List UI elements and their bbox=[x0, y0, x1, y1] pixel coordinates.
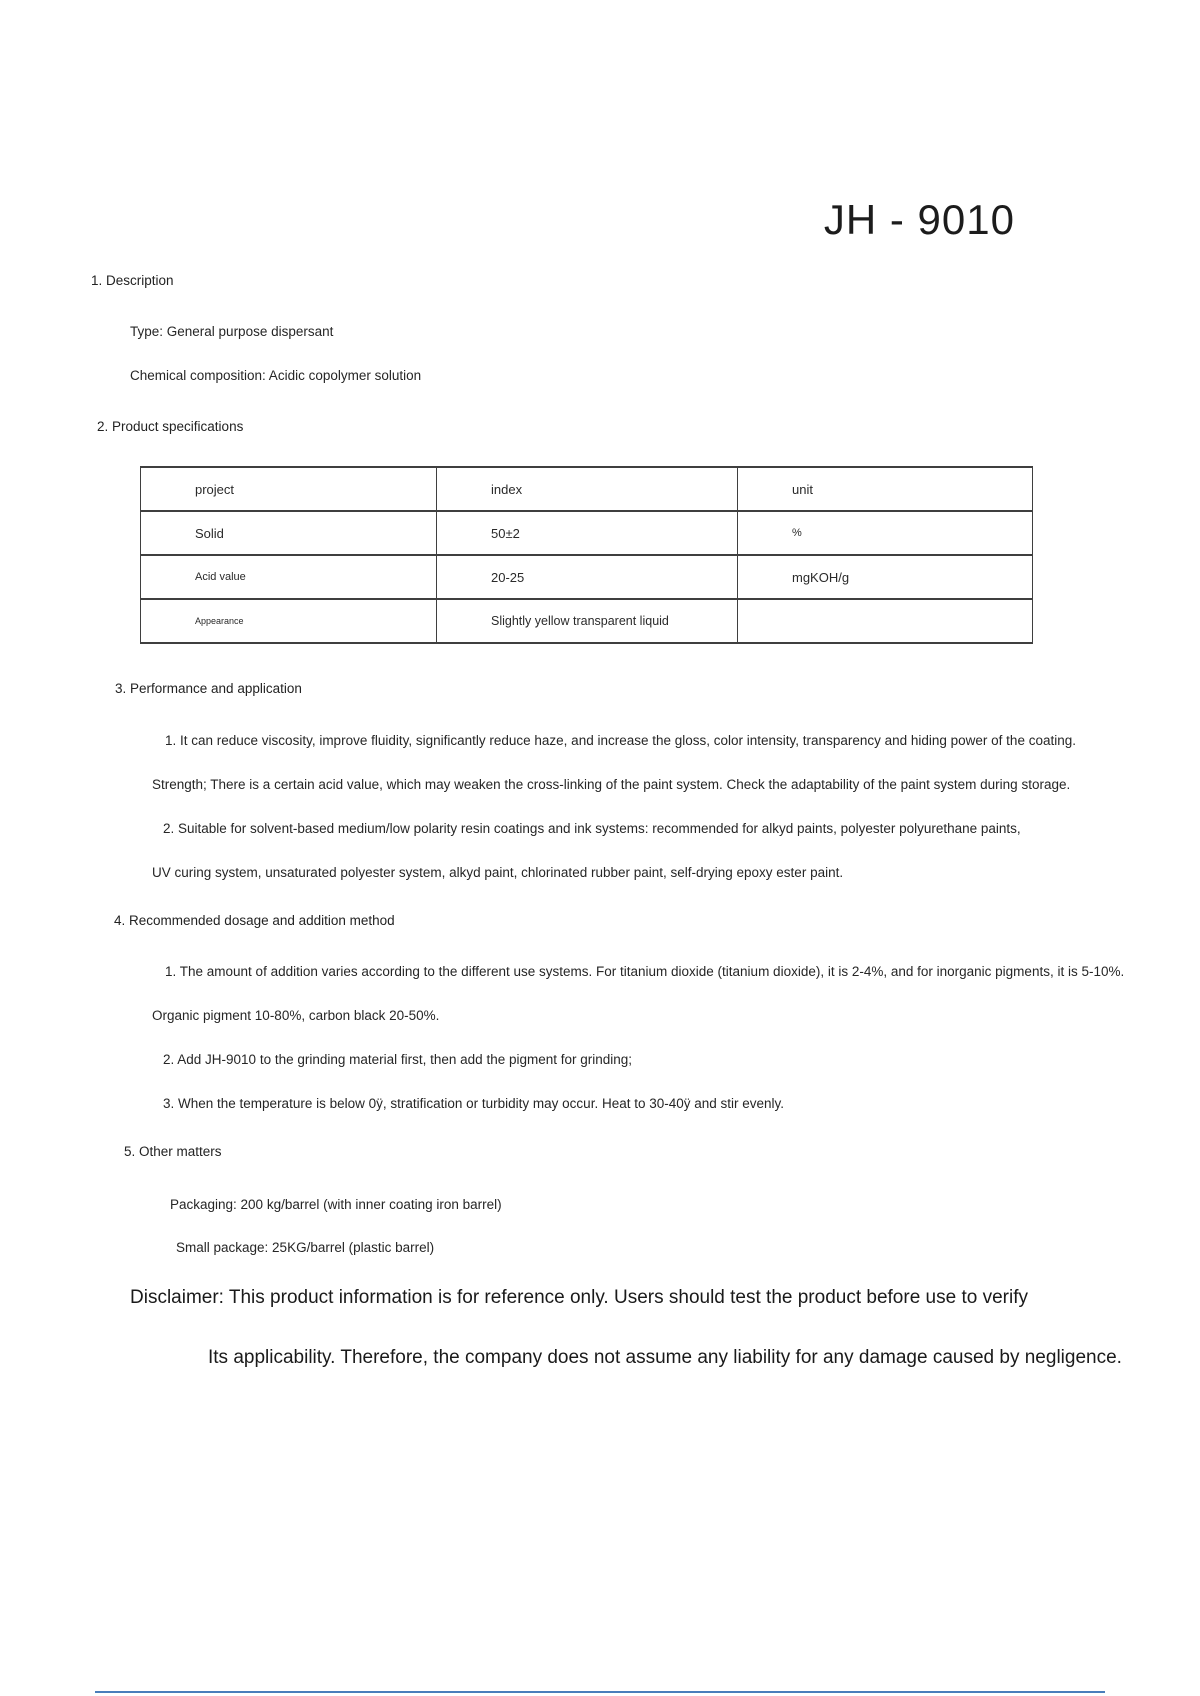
performance-paragraph: Strength; There is a certain acid value, which may weaken the cross-linking of the paint system. Check the adaptability of the paint system during storage. bbox=[152, 777, 1071, 792]
cell-acid-value: Acid value bbox=[141, 555, 437, 599]
cell-acid-value-unit: mgKOH/g bbox=[738, 555, 1033, 599]
cell-solid: Solid bbox=[141, 511, 437, 555]
disclaimer-line-1: Disclaimer: This product information is for reference only. Users should test the product before use to verify bbox=[130, 1287, 1028, 1308]
small-package-line: Small package: 25KG/barrel (plastic barrel) bbox=[176, 1240, 435, 1255]
dosage-paragraph: 1. The amount of addition varies according to the different use systems. For titanium dioxide (titanium dioxide), it is 2-4%, and for inorganic pigments, it is 5-10%. bbox=[165, 964, 1125, 979]
table-row bbox=[141, 555, 1033, 599]
table-header-row bbox=[141, 467, 1033, 511]
section-heading-performance: 3. Performance and application bbox=[115, 681, 302, 696]
packaging-line: Packaging: 200 kg/barrel (with inner coating iron barrel) bbox=[170, 1197, 502, 1212]
bottom-rule bbox=[95, 1691, 1105, 1693]
specifications-table bbox=[140, 466, 1033, 644]
table-row bbox=[141, 599, 1033, 643]
cell-acid-value-index: 20-25 bbox=[437, 555, 738, 599]
section-heading-specifications: 2. Product specifications bbox=[97, 419, 244, 434]
cell-appearance: Appearance bbox=[141, 599, 437, 643]
description-type-line: Type: General purpose dispersant bbox=[130, 324, 334, 339]
dosage-paragraph: 2. Add JH-9010 to the grinding material first, then add the pigment for grinding; bbox=[163, 1052, 633, 1067]
dosage-paragraph: 3. When the temperature is below 0ÿ, stratification or turbidity may occur. Heat to 30-40ÿ and stir evenly. bbox=[163, 1096, 785, 1111]
product-title: JH - 9010 bbox=[823, 196, 1015, 243]
section-heading-description: 1. Description bbox=[91, 273, 174, 288]
table-header-index: index bbox=[437, 467, 738, 511]
cell-appearance-unit bbox=[738, 599, 1033, 643]
table-header-unit: unit bbox=[738, 467, 1033, 511]
cell-solid-index: 50±2 bbox=[437, 511, 738, 555]
description-composition-line: Chemical composition: Acidic copolymer solution bbox=[130, 368, 422, 383]
performance-paragraph: 2. Suitable for solvent-based medium/low polarity resin coatings and ink systems: recommended for alkyd paints, polyester polyurethane paints, bbox=[163, 821, 1021, 836]
cell-solid-unit: % bbox=[738, 511, 1033, 555]
section-heading-dosage: 4. Recommended dosage and addition method bbox=[114, 913, 395, 928]
dosage-paragraph: Organic pigment 10-80%, carbon black 20-50%. bbox=[152, 1008, 440, 1023]
cell-appearance-index: Slightly yellow transparent liquid bbox=[437, 599, 738, 643]
section-heading-other-matters: 5. Other matters bbox=[124, 1144, 222, 1159]
table-row bbox=[141, 511, 1033, 555]
performance-paragraph: UV curing system, unsaturated polyester system, alkyd paint, chlorinated rubber paint, self-drying epoxy ester paint. bbox=[152, 865, 844, 880]
performance-paragraph: 1. It can reduce viscosity, improve fluidity, significantly reduce haze, and increase the gloss, color intensity, transparency and hiding power of the coating. bbox=[165, 733, 1076, 748]
disclaimer-line-2: Its applicability. Therefore, the company does not assume any liability for any damage caused by negligence. bbox=[208, 1347, 1122, 1368]
table-header-project: project bbox=[141, 467, 437, 511]
